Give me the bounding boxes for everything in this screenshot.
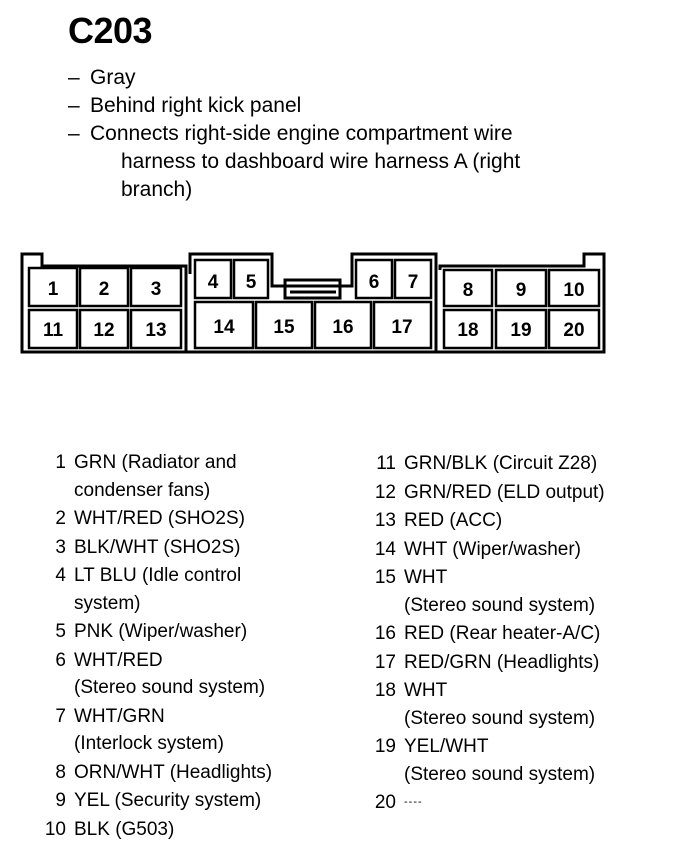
pin-number: 11	[376, 453, 396, 474]
pin-number: 19	[374, 736, 396, 757]
pin-label: 4	[207, 272, 219, 293]
note-line: Connects right-side engine compartment wire	[90, 122, 513, 145]
connector-diagram	[0, 240, 688, 360]
pin-label: 20	[563, 320, 585, 341]
pin-description: PNK (Wiper/washer)	[74, 621, 248, 642]
note-connects	[68, 120, 520, 204]
pin-row	[358, 649, 678, 677]
pin-number: 1	[55, 452, 66, 473]
pin-number: 7	[55, 705, 66, 727]
pin-description: RED (Rear heater-A/C)	[404, 623, 601, 644]
pin-row	[358, 789, 678, 817]
pin-row	[358, 564, 678, 619]
pin-number: 10	[44, 818, 66, 840]
pin-row	[28, 787, 348, 815]
note-dash: –	[68, 66, 80, 89]
pin-label: 5	[245, 272, 257, 293]
note-location	[68, 92, 520, 120]
pin-list-left	[28, 449, 348, 844]
pin-row	[358, 620, 678, 648]
note-line: branch)	[121, 178, 193, 201]
pin-label: 3	[150, 279, 162, 300]
pin-row	[358, 450, 678, 478]
pin-number: 13	[374, 510, 396, 531]
pin-number: 4	[55, 565, 66, 586]
pin-row	[28, 816, 348, 844]
pin-row	[358, 507, 678, 535]
pin-row	[358, 536, 678, 564]
pin-label: 18	[457, 320, 479, 341]
pin-description: RED/GRN (Headlights)	[404, 651, 600, 673]
pin-description: ORN/WHT (Headlights)	[74, 761, 273, 783]
pin-description: GRN (Radiator and condenser fans)	[74, 452, 237, 501]
pin-number: 6	[55, 649, 66, 671]
pin-description: GRN/BLK (Circuit Z28)	[404, 453, 598, 474]
pin-label: 8	[462, 280, 474, 301]
note-line: harness to dashboard wire harness A (right	[121, 150, 521, 173]
pin-number: 12	[374, 481, 396, 503]
pin-description: WHT/GRN (Interlock system)	[74, 705, 224, 754]
pin-row	[358, 733, 678, 788]
pin-description: WHT/RED (SHO2S)	[74, 508, 245, 529]
note-dash: –	[68, 94, 80, 117]
pin-row	[28, 618, 348, 646]
pin-number: 14	[374, 538, 396, 560]
note-text: Behind right kick panel	[90, 94, 302, 117]
pin-description: ----	[404, 796, 423, 808]
pin-description: WHT (Stereo sound system)	[404, 680, 596, 729]
pin-number: 8	[55, 761, 66, 783]
pin-label: 16	[332, 317, 354, 338]
pin-label: 6	[368, 272, 380, 293]
pin-number: 17	[374, 651, 396, 673]
pin-row	[28, 703, 348, 758]
pin-row	[28, 505, 348, 533]
note-dash: –	[68, 122, 80, 145]
pin-label: 17	[391, 317, 413, 338]
pin-number: 2	[55, 508, 66, 529]
pin-row	[28, 759, 348, 787]
pin-label: 11	[42, 320, 64, 341]
pin-label: 19	[510, 320, 532, 341]
pin-number: 9	[55, 790, 66, 811]
housing-latch	[285, 280, 340, 298]
pin-description: YEL (Security system)	[74, 790, 262, 811]
pin-row	[358, 479, 678, 507]
pin-list-right	[358, 450, 678, 818]
pin-description: BLK (G503)	[74, 818, 175, 840]
pin-label: 1	[47, 279, 59, 300]
pin-label: 15	[273, 317, 295, 338]
pin-label: 10	[563, 280, 585, 301]
pin-row	[28, 562, 348, 617]
pin-number: 5	[55, 621, 66, 642]
pin-row	[28, 534, 348, 562]
pin-label: 2	[98, 279, 110, 300]
pin-number: 16	[374, 623, 396, 644]
pin-label: 9	[515, 280, 527, 301]
pin-description: GRN/RED (ELD output)	[404, 481, 605, 503]
pin-number: 3	[55, 536, 66, 558]
pin-description: WHT/RED (Stereo sound system)	[74, 649, 266, 698]
pin-label: 13	[145, 320, 167, 341]
pin-description: RED (ACC)	[404, 510, 503, 531]
note-text: Gray	[90, 66, 136, 89]
connector-notes	[68, 64, 520, 204]
pin-number: 20	[374, 792, 396, 813]
pin-row	[28, 647, 348, 702]
connector-title: C203	[68, 10, 153, 51]
pin-number: 15	[374, 567, 396, 588]
note-color	[68, 64, 520, 92]
pin-description: WHT (Stereo sound system)	[404, 567, 596, 616]
pin-number: 18	[374, 680, 396, 701]
pin-row	[358, 677, 678, 732]
pin-description: WHT (Wiper/washer)	[404, 538, 581, 560]
pin-row	[28, 449, 348, 504]
pin-label: 12	[93, 320, 115, 341]
note-text	[90, 120, 520, 204]
pin-description: BLK/WHT (SHO2S)	[74, 536, 241, 558]
pin-label: 14	[213, 317, 235, 338]
pin-label: 7	[407, 272, 419, 293]
pin-description: LT BLU (Idle control system)	[74, 565, 242, 614]
pin-description: YEL/WHT (Stereo sound system)	[404, 736, 596, 785]
